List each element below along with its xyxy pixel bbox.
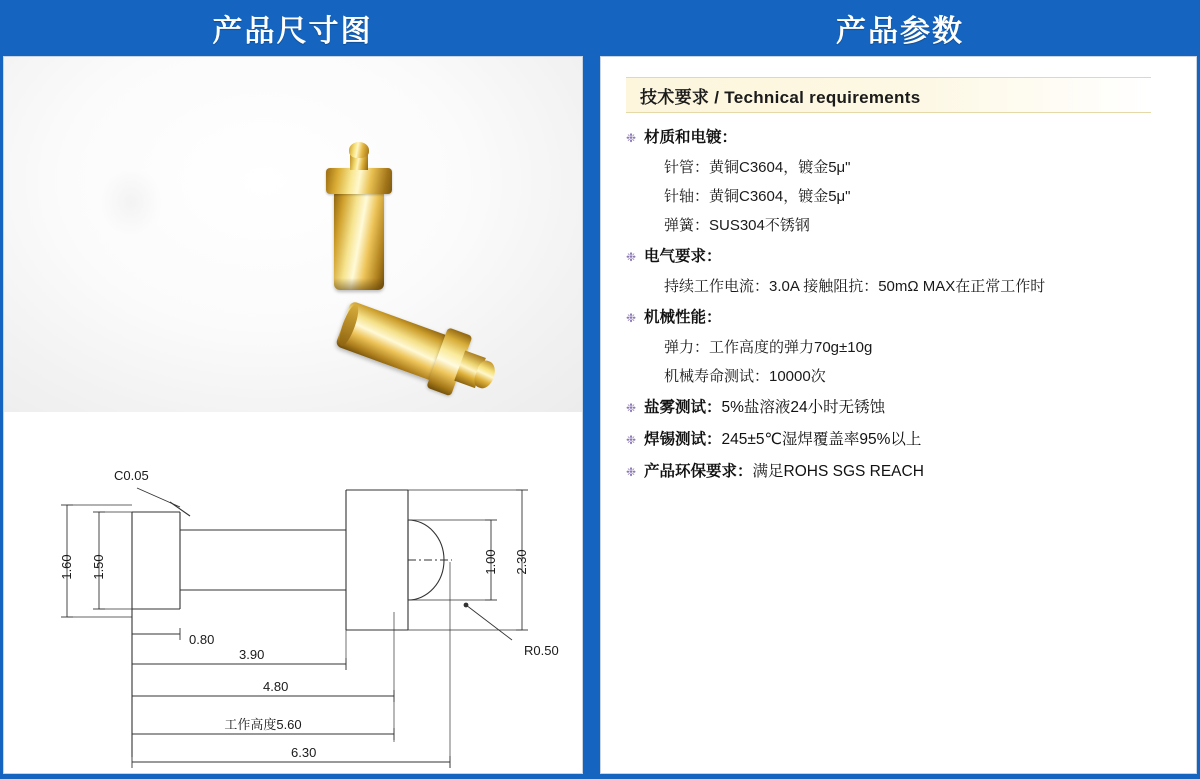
flower-bullet-icon: ❉ — [626, 401, 637, 415]
dim-2-30: 2.30 — [514, 549, 529, 575]
spec-group-title: 机械性能： — [644, 309, 722, 326]
dimensions-panel — [3, 56, 583, 774]
spec-group-title: 材质和电镀： — [644, 129, 738, 146]
flower-bullet-icon: ❉ — [626, 311, 637, 325]
spec-group-head — [626, 425, 1176, 455]
pin-tip — [349, 142, 369, 158]
spec-line: 弹力：工作高度的弹力70g±10g — [664, 339, 873, 356]
spec-title-label: 技术要求 / Technical requirements — [640, 87, 921, 107]
spec-group — [626, 242, 1176, 301]
photo-highlight — [100, 167, 162, 237]
dim-chamfer: C0.05 — [114, 468, 149, 483]
spec-group-head — [626, 123, 1176, 153]
spec-group-title: 盐雾测试： — [644, 399, 722, 416]
spec-title — [626, 77, 1151, 113]
leader-dot — [464, 603, 469, 608]
spec-group — [626, 123, 1176, 240]
spec-group-head — [626, 303, 1176, 333]
product-photo — [4, 57, 582, 412]
spec-group — [626, 393, 1176, 423]
spec-group-title: 电气要求： — [644, 248, 722, 265]
flower-bullet-icon: ❉ — [626, 433, 637, 447]
spec-group — [626, 457, 1176, 487]
section-title-parameters — [600, 0, 1200, 56]
spec-group — [626, 303, 1176, 391]
dim-4-80: 4.80 — [263, 679, 289, 694]
spec-group-title: 焊锡测试： — [644, 431, 722, 448]
flower-bullet-icon: ❉ — [626, 465, 637, 479]
spec-line: 持续工作电流：3.0A 接触阻抗：50mΩ MAX在正常工作时 — [664, 278, 1046, 295]
spec-group-head — [626, 457, 1176, 487]
section-title-dimensions-label: 产品尺寸图 — [212, 15, 373, 48]
spec-group-value: 满足ROHS SGS REACH — [752, 463, 924, 480]
dim-1-60: 1.60 — [59, 554, 74, 580]
spec-group-title: 产品环保要求： — [644, 463, 753, 480]
spec-line: 针轴：黄铜C3604，镀金5μ" — [664, 188, 851, 205]
pin-flange — [326, 168, 392, 194]
drawing-svg — [4, 412, 582, 773]
dim-radius: R0.50 — [524, 643, 559, 658]
dim-0-80: 0.80 — [189, 632, 215, 647]
dim-6-30: 6.30 — [291, 745, 317, 760]
technical-drawing — [4, 412, 582, 773]
section-title-parameters-label: 产品参数 — [836, 15, 964, 48]
spec-group-head — [626, 242, 1176, 272]
spec-group — [626, 425, 1176, 455]
pin-barrel — [334, 192, 384, 290]
dim-1-00: 1.00 — [483, 549, 498, 575]
spec-group-value: 5%盐溶液24小时无锈蚀 — [721, 399, 886, 416]
spec-line: 针管：黄铜C3604，镀金5μ" — [664, 159, 851, 176]
spec-group-value: 245±5℃湿焊覆盖率95%以上 — [721, 431, 922, 448]
section-title-dimensions — [0, 0, 585, 56]
spec-line: 机械寿命测试：10000次 — [664, 368, 826, 385]
parameters-panel — [600, 56, 1197, 774]
pogo-pin-horizontal-image — [330, 286, 510, 412]
flower-bullet-icon: ❉ — [626, 131, 637, 145]
dim-1-50: 1.50 — [91, 554, 106, 580]
pogo-pin-vertical-image — [326, 142, 392, 304]
dim-work-height: 工作高度5.60 — [224, 717, 302, 732]
flower-bullet-icon: ❉ — [626, 250, 637, 264]
spec-group-head — [626, 393, 1176, 423]
spec-line: 弹簧：SUS304不锈钢 — [664, 217, 810, 234]
dim-3-90: 3.90 — [239, 647, 265, 662]
spec-list — [626, 123, 1176, 489]
